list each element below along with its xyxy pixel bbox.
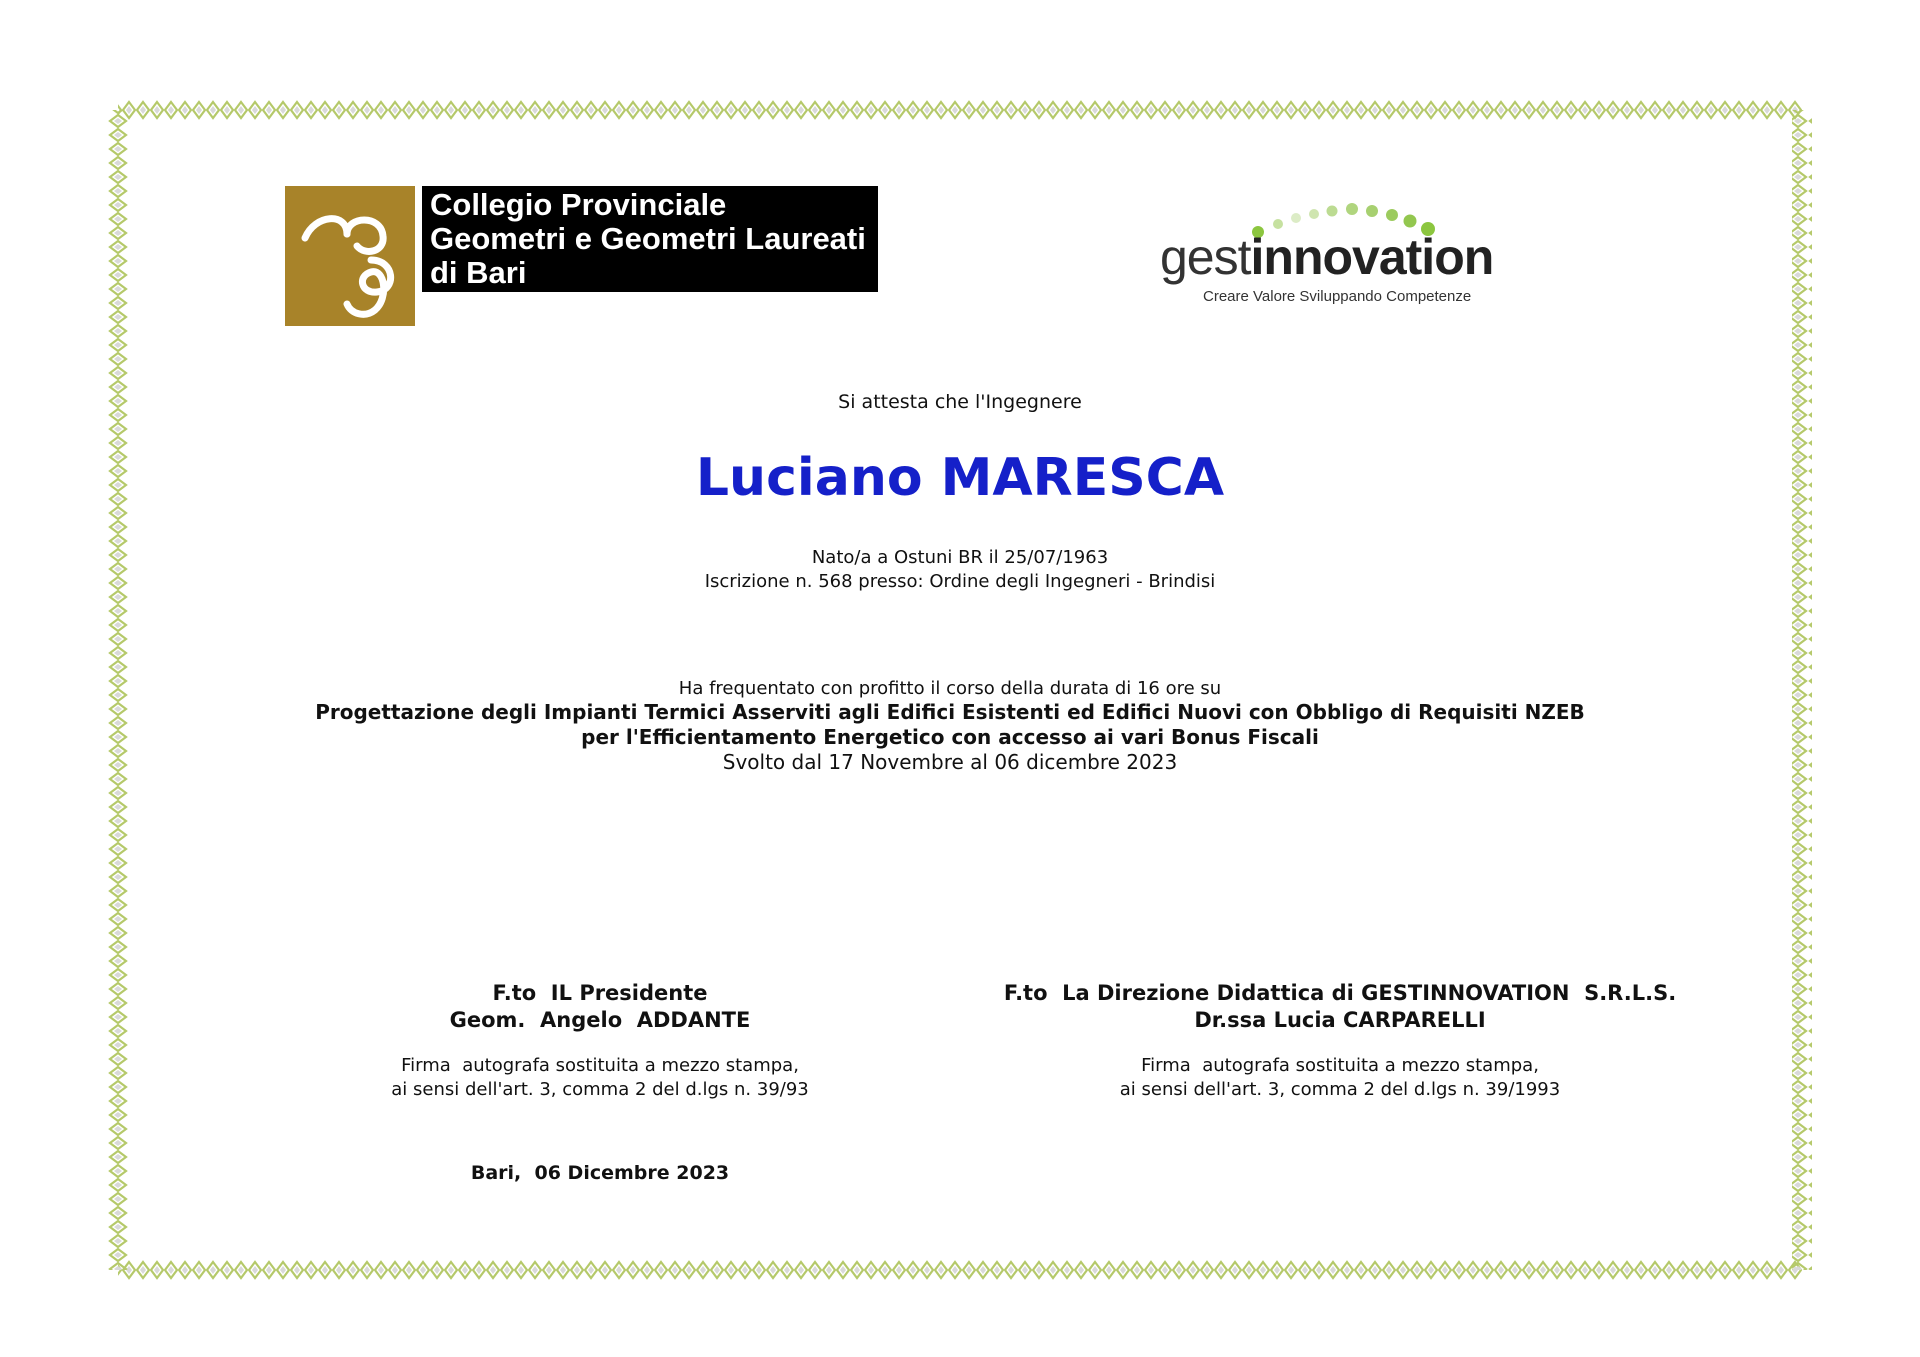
logo-line-1: Collegio Provinciale [430,187,727,222]
signature-president [340,980,860,1102]
logo-line-3: di Bari [430,255,527,290]
collegio-name-block [422,186,878,292]
registration-line: Iscrizione n. 568 presso: Ordine degli Ingegneri - Brindisi [704,571,1216,592]
recipient-details [0,546,1920,594]
course-title-line-1: Progettazione degli Impianti Termici Asserviti agli Edifici Esistenti ed Edifici Nuovi con Obbligo di Requisiti NZEB [315,700,1585,724]
signature-note: Firma autografa sostituita a mezzo stampa, ai sensi dell'art. 3, comma 2 del d.lgs n. 39/1993 [1119,1055,1561,1100]
course-dates: Svolto dal 17 Novembre al 06 dicembre 2023 [722,750,1178,774]
gestinnovation-wordmark: gestinnovation [1160,229,1494,285]
birth-line: Nato/a a Ostuni BR il 25/07/1963 [811,547,1109,568]
recipient-name: Luciano MARESCA [695,448,1225,508]
signature-name: Geom. Angelo ADDANTE [449,1008,751,1032]
gestinnovation-tagline: Creare Valore Sviluppando Competenze [1203,288,1472,305]
place-and-date: Bari, 06 Dicembre 2023 [470,1162,730,1184]
signature-direzione [930,980,1750,1102]
signature-note: Firma autografa sostituita a mezzo stampa, ai sensi dell'art. 3, comma 2 del d.lgs n. 39/93 [391,1055,809,1100]
gestinnovation-logo [1160,198,1520,310]
signature-name: Dr.ssa Lucia CARPARELLI [1194,1008,1486,1032]
course-intro: Ha frequentato con profitto il corso della durata di 16 ore su [678,678,1222,699]
signature-role: F.to IL Presidente [492,981,708,1005]
logo-line-2: Geometri e Geometri Laureati [430,221,866,256]
course-title [0,700,1910,750]
course-title-line-2: per l'Efficientamento Energetico con accesso ai vari Bonus Fiscali [581,725,1319,749]
collegio-geometri-logo [285,186,911,326]
cgg-monogram-icon [285,186,415,326]
attestation-intro: Si attesta che l'Ingegnere [838,391,1082,413]
signature-role: F.to La Direzione Didattica di GESTINNOVATION S.R.L.S. [1003,981,1677,1005]
